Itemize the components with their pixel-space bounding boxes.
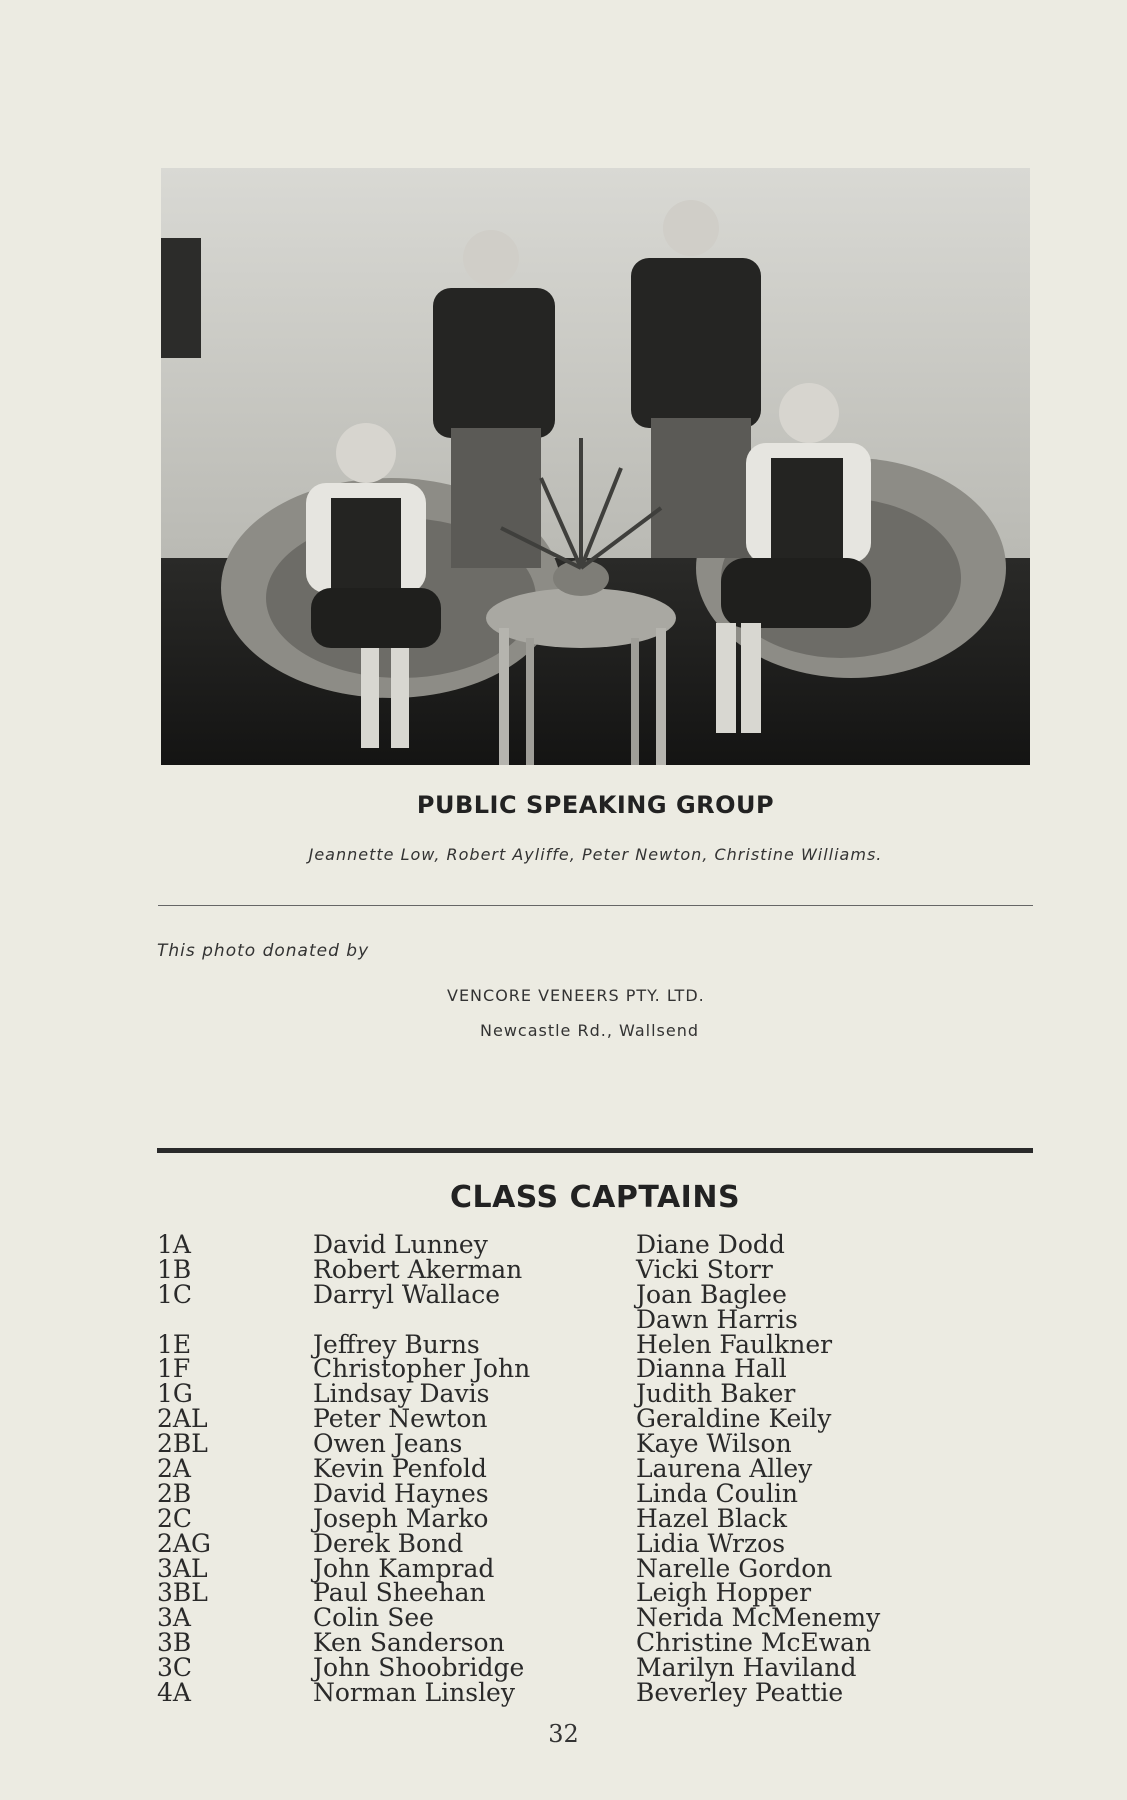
- table-row: [157, 1528, 1037, 1558]
- boy-captain: Jeffrey Burns: [313, 1329, 480, 1359]
- class-label: 2BL: [157, 1429, 208, 1459]
- boy-captain: Paul Sheehan: [313, 1578, 486, 1608]
- girl-captain: Kaye Wilson: [636, 1429, 792, 1459]
- class-label: 1B: [157, 1254, 192, 1284]
- girl-captain: Leigh Hopper: [636, 1578, 812, 1608]
- boy-captain: Darryl Wallace: [313, 1279, 501, 1309]
- girl-captain: Hazel Black: [636, 1503, 788, 1533]
- girl-captain: Narelle Gordon: [636, 1553, 833, 1583]
- class-label: 2C: [157, 1503, 193, 1533]
- table-row: [157, 1379, 1037, 1409]
- section-divider: [157, 1148, 1033, 1153]
- table-row: [157, 1304, 1037, 1334]
- boy-captain: Robert Akerman: [313, 1254, 523, 1284]
- girl-captain: Dawn Harris: [636, 1304, 798, 1334]
- girl-captain: Lidia Wrzos: [636, 1528, 786, 1558]
- class-label: 2AG: [157, 1528, 211, 1558]
- boy-captain: John Shoobridge: [313, 1653, 525, 1683]
- class-label: 1A: [157, 1230, 191, 1259]
- table-row: [157, 1628, 1037, 1658]
- class-label: 2AL: [157, 1404, 208, 1434]
- girl-captain: Christine McEwan: [636, 1628, 872, 1658]
- donation-label: This photo donated by: [157, 941, 370, 961]
- class-captains-title: CLASS CAPTAINS: [449, 1180, 741, 1215]
- class-label: 3B: [157, 1628, 192, 1658]
- boy-captain: Kevin Penfold: [313, 1454, 487, 1484]
- girl-captain: Marilyn Haviland: [636, 1653, 857, 1683]
- class-label: 1G: [157, 1379, 193, 1409]
- table-row: [157, 1653, 1037, 1683]
- girl-captain: Geraldine Keily: [636, 1404, 832, 1434]
- boy-captain: David Haynes: [313, 1478, 489, 1508]
- divider: [158, 905, 1033, 906]
- photo-caption-title: PUBLIC SPEAKING GROUP: [416, 791, 775, 819]
- photo-illustration: [161, 168, 1030, 765]
- table-row: [157, 1230, 1037, 1259]
- girl-captain: Dianna Hall: [636, 1354, 787, 1384]
- girl-captain: Laurena Alley: [636, 1454, 813, 1484]
- table-row: [157, 1429, 1037, 1459]
- table-row: [157, 1329, 1037, 1359]
- group-photo: [161, 168, 1030, 765]
- table-row: [157, 1678, 1037, 1708]
- class-label: 1E: [157, 1329, 192, 1359]
- boy-captain: David Lunney: [313, 1230, 488, 1259]
- girl-captain: Linda Coulin: [636, 1478, 798, 1508]
- table-row: [157, 1503, 1037, 1533]
- class-label: 2A: [157, 1454, 191, 1484]
- girl-captain: Joan Baglee: [636, 1279, 787, 1309]
- boy-captain: John Kamprad: [313, 1553, 495, 1583]
- boy-captain: Peter Newton: [313, 1404, 488, 1434]
- table-row: [157, 1478, 1037, 1508]
- girl-captain: Judith Baker: [636, 1379, 796, 1409]
- boy-captain: Ken Sanderson: [313, 1628, 505, 1658]
- table-row: [157, 1553, 1037, 1583]
- table-row: [157, 1354, 1037, 1384]
- girl-captain: Helen Faulkner: [636, 1329, 833, 1359]
- boy-captain: Norman Linsley: [313, 1678, 515, 1708]
- class-captains-list: [157, 1230, 1037, 1708]
- girl-captain: Vicki Storr: [636, 1254, 773, 1284]
- boy-captain: Colin See: [313, 1603, 434, 1633]
- photo-caption-names: Jeannette Low, Robert Ayliffe, Peter Newton, Christine Williams.: [308, 845, 883, 864]
- table-row: [157, 1279, 1037, 1309]
- boy-captain: Derek Bond: [313, 1528, 464, 1558]
- class-label: 3C: [157, 1653, 193, 1683]
- table-row: [157, 1254, 1037, 1284]
- class-label: 1F: [157, 1354, 191, 1384]
- class-label: 4A: [157, 1678, 191, 1708]
- boy-captain: Lindsay Davis: [313, 1379, 490, 1409]
- donor-address: Newcastle Rd., Wallsend: [480, 1021, 699, 1040]
- table-row: [157, 1404, 1037, 1434]
- class-label: 3AL: [157, 1553, 208, 1583]
- girl-captain: Diane Dodd: [636, 1230, 785, 1259]
- class-label: 3A: [157, 1603, 191, 1633]
- girl-captain: Nerida McMenemy: [636, 1603, 881, 1633]
- class-label: 1C: [157, 1279, 193, 1309]
- donor-name: VENCORE VENEERS PTY. LTD.: [447, 986, 705, 1005]
- table-row: [157, 1603, 1037, 1633]
- page-number: 32: [548, 1720, 579, 1748]
- class-label: 3BL: [157, 1578, 208, 1608]
- boy-captain: Owen Jeans: [313, 1429, 463, 1459]
- boy-captain: Christopher John: [313, 1354, 531, 1384]
- class-label: 2B: [157, 1478, 192, 1508]
- girl-captain: Beverley Peattie: [636, 1678, 844, 1708]
- boy-captain: Joseph Marko: [313, 1503, 489, 1533]
- table-row: [157, 1454, 1037, 1484]
- table-row: [157, 1578, 1037, 1608]
